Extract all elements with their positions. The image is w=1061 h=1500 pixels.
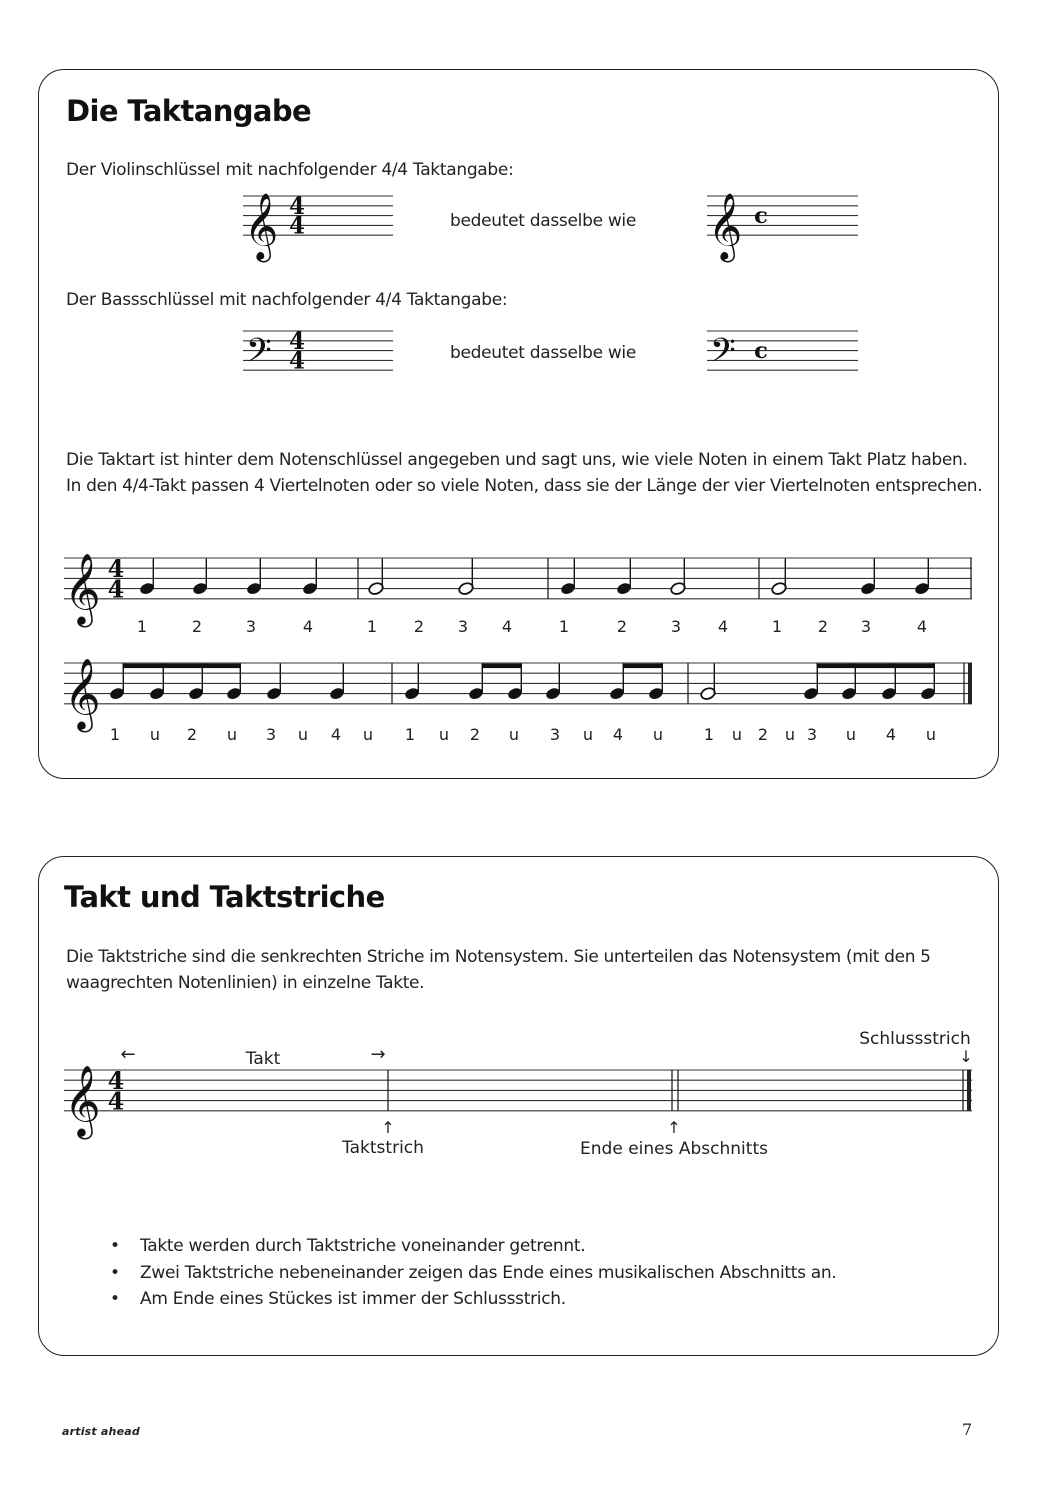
- count-label: u: [582, 725, 594, 744]
- count-label: 4: [501, 617, 513, 636]
- treble-intro-text: Der Violinschlüssel mit nachfolgender 4/4 Taktangabe:: [66, 160, 514, 180]
- count-label: u: [652, 725, 664, 744]
- count-label: u: [731, 725, 743, 744]
- time-signature-numerator: 4: [288, 193, 306, 221]
- time-signature-numerator: 4: [288, 328, 306, 356]
- treble-clef-icon: 𝄞: [244, 191, 279, 260]
- count-label: 3: [806, 725, 818, 744]
- count-label: 2: [191, 617, 203, 636]
- note-beam: [123, 664, 241, 669]
- count-label: 1: [136, 617, 148, 636]
- count-label: u: [362, 725, 374, 744]
- count-label: 2: [817, 617, 829, 636]
- bullet-text: Takte werden durch Taktstriche voneinander getrennt.: [140, 1236, 586, 1256]
- schlussstrich-label: Schlussstrich: [859, 1029, 971, 1049]
- section-title-taktstriche: Takt und Taktstriche: [64, 880, 385, 914]
- treble-clef-icon: 𝄞: [64, 551, 101, 625]
- page-number: 7: [962, 1420, 973, 1439]
- taktstriche-paragraph-line2: waagrechten Notenlinien) in einzelne Takte.: [66, 973, 425, 993]
- count-label: 1: [404, 725, 416, 744]
- bullet-text: Am Ende eines Stückes ist immer der Schlussstrich.: [140, 1289, 566, 1309]
- count-label: u: [226, 725, 238, 744]
- bullet-dot: •: [110, 1236, 120, 1256]
- count-label: 4: [302, 617, 314, 636]
- note-beam: [817, 664, 935, 669]
- count-label: u: [149, 725, 161, 744]
- note-beam: [482, 664, 522, 669]
- count-label: 4: [885, 725, 897, 744]
- taktart-paragraph-line1: Die Taktart ist hinter dem Notenschlüssel angegeben und sagt uns, wie viele Noten in einem Takt Platz haben.: [66, 450, 968, 470]
- time-signature-denominator: 4: [107, 1086, 125, 1116]
- arrow-up-icon: ↑: [667, 1118, 681, 1137]
- abschnitt-label: Ende eines Abschnitts: [580, 1139, 768, 1159]
- count-label: 1: [366, 617, 378, 636]
- time-signature-numerator: 4: [107, 553, 125, 583]
- taktstrich-label: Taktstrich: [342, 1138, 424, 1158]
- common-time-icon: c: [754, 337, 768, 364]
- count-label: 4: [330, 725, 342, 744]
- count-label: 1: [109, 725, 121, 744]
- count-label: 3: [549, 725, 561, 744]
- count-label: u: [784, 725, 796, 744]
- taktstriche-paragraph-line1: Die Taktstriche sind die senkrechten Striche im Notensystem. Sie unterteilen das Notensystem (mit den 5: [66, 947, 931, 967]
- count-label: 3: [245, 617, 257, 636]
- bullet-dot: •: [110, 1289, 120, 1309]
- treble-clef-icon: 𝄞: [64, 656, 101, 730]
- common-time-icon: c: [754, 202, 768, 229]
- treble-clef-icon: 𝄞: [64, 1063, 101, 1137]
- bullet-text: Zwei Taktstriche nebeneinander zeigen das Ende eines musikalischen Abschnitts an.: [140, 1262, 837, 1283]
- count-label: 3: [457, 617, 469, 636]
- arrow-left-icon: ←: [120, 1044, 136, 1065]
- section-title-taktangabe: Die Taktangabe: [66, 94, 312, 128]
- arrow-down-icon: ↓: [959, 1047, 973, 1066]
- bass-intro-text: Der Bassschlüssel mit nachfolgender 4/4 Taktangabe:: [66, 290, 508, 310]
- taktart-paragraph-line2: In den 4/4-Takt passen 4 Viertelnoten oder so viele Noten, dass sie der Länge der vier Viertelnoten entsprechen.: [66, 476, 983, 496]
- count-label: 4: [717, 617, 729, 636]
- count-label: u: [438, 725, 450, 744]
- bass-clef-icon: 𝄢: [710, 332, 736, 379]
- footer-brand: artist ahead: [62, 1425, 140, 1438]
- treble-same-as-text: bedeutet dasselbe wie: [450, 211, 637, 231]
- count-label: 2: [186, 725, 198, 744]
- count-label: 4: [916, 617, 928, 636]
- count-label: 1: [703, 725, 715, 744]
- note-beam: [623, 664, 663, 669]
- count-label: 2: [616, 617, 628, 636]
- time-signature-denominator: 4: [288, 347, 306, 375]
- bullet-dot: •: [110, 1262, 120, 1283]
- takt-label: Takt: [245, 1049, 281, 1069]
- arrow-right-icon: →: [370, 1044, 386, 1065]
- time-signature-denominator: 4: [107, 574, 125, 604]
- count-label: 2: [757, 725, 769, 744]
- count-label: 1: [771, 617, 783, 636]
- bass-clef-icon: 𝄢: [246, 332, 272, 379]
- count-label: 3: [265, 725, 277, 744]
- time-signature-denominator: 4: [288, 212, 306, 240]
- count-label: u: [845, 725, 857, 744]
- count-label: u: [925, 725, 937, 744]
- count-label: 3: [670, 617, 682, 636]
- time-signature-numerator: 4: [107, 1065, 125, 1095]
- arrow-up-icon: ↑: [381, 1118, 395, 1137]
- treble-clef-icon: 𝄞: [708, 191, 743, 260]
- count-label: 3: [860, 617, 872, 636]
- bass-same-as-text: bedeutet dasselbe wie: [450, 343, 637, 363]
- count-label: 2: [469, 725, 481, 744]
- count-label: u: [508, 725, 520, 744]
- count-label: 1: [558, 617, 570, 636]
- count-label: 2: [413, 617, 425, 636]
- count-label: 4: [612, 725, 624, 744]
- count-label: u: [297, 725, 309, 744]
